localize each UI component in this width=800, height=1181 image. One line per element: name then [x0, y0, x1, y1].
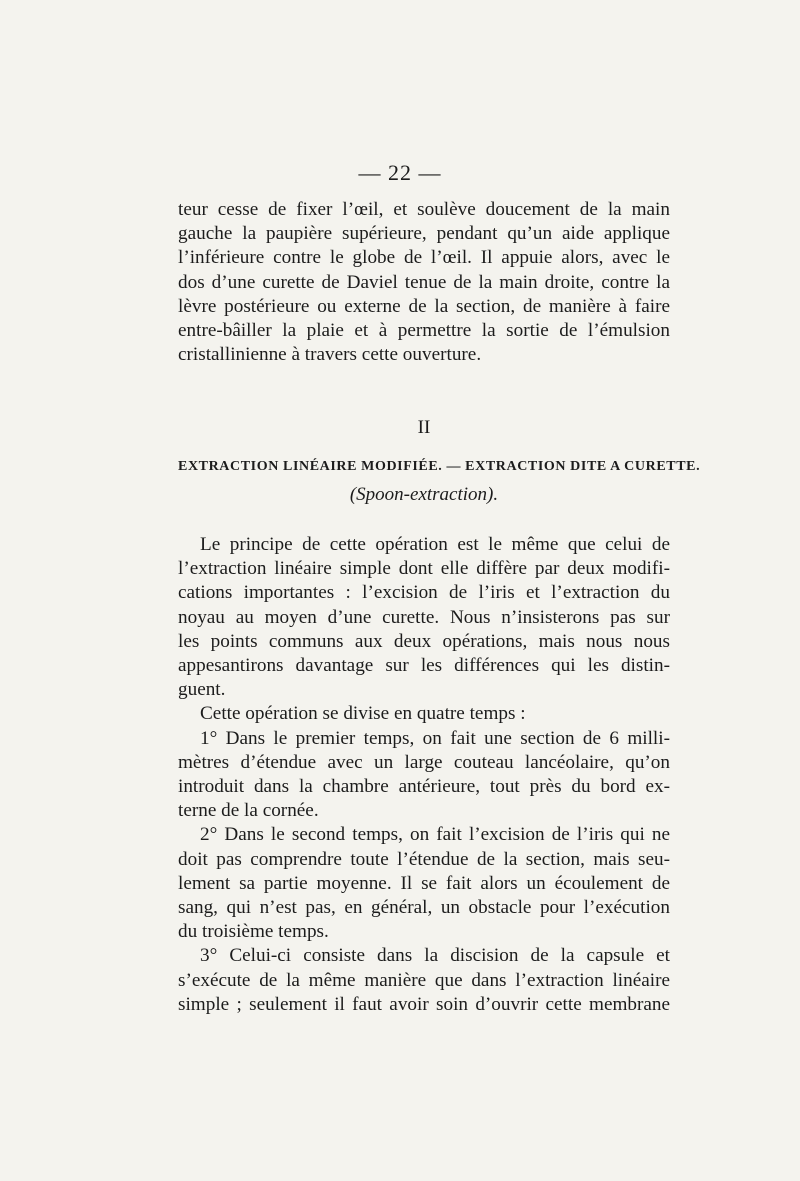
top-paragraphs: [178, 198, 670, 367]
text-line: dos d’une curette de Daviel tenue de la main droite, contre la: [178, 271, 670, 293]
text-line: Le principe de cette opération est le même que celui de: [200, 534, 670, 556]
text-line: guent.: [178, 679, 226, 701]
text-line: mètres d’étendue avec un large couteau lancéolaire, qu’on: [178, 751, 670, 773]
page-number: — 22 —: [358, 160, 442, 185]
text-line: introduit dans la chambre antérieure, tout près du bord ex-: [178, 776, 670, 798]
bottom-paragraphs: [178, 533, 670, 1017]
paragraph: [178, 944, 670, 1017]
section-number: II: [417, 417, 431, 439]
text-line: teur cesse de fixer l’œil, et soulève doucement de la main: [178, 199, 670, 220]
text-line: l’inférieure contre le globe de l’œil. Il appuie alors, avec le: [178, 247, 670, 269]
text-line: cristallinienne à travers cette ouverture.: [178, 344, 482, 366]
section-subtitle: (Spoon-extraction).: [349, 483, 499, 505]
text-line: appesantirons davantage sur les différences qui les distin-: [178, 655, 670, 677]
text-body: [178, 198, 701, 1017]
text-line: simple ; seulement il faut avoir soin d’ouvrir cette membrane: [178, 993, 670, 1015]
text-line: gauche la paupière supérieure, pendant qu’un aide applique: [178, 223, 670, 245]
text-line: l’extraction linéaire simple dont elle diffère par deux modifi-: [178, 558, 670, 580]
paragraph: [178, 533, 670, 702]
paragraph: [178, 198, 670, 367]
text-line: cations importantes : l’excision de l’iris et l’extraction du: [178, 582, 670, 604]
text-line: 2° Dans le second temps, on fait l’excision de l’iris qui ne: [200, 824, 670, 846]
text-line: Cette opération se divise en quatre temps :: [200, 703, 526, 725]
text-line: sang, qui n’est pas, en général, un obstacle pour l’exécution: [178, 897, 670, 919]
text-line: doit pas comprendre toute l’étendue de la section, mais seu-: [178, 848, 670, 870]
text-line: lement sa partie moyenne. Il se fait alors un écoulement de: [178, 872, 670, 894]
text-line: 1° Dans le premier temps, on fait une section de 6 milli-: [200, 727, 670, 749]
paragraph: [178, 702, 670, 726]
text-line: noyau au moyen d’une curette. Nous n’insisterons pas sur: [178, 606, 670, 628]
text-line: lèvre postérieure ou externe de la section, de manière à faire: [178, 295, 670, 317]
text-line: les points communs aux deux opérations, mais nous nous: [178, 630, 670, 652]
paragraph: [178, 823, 670, 944]
section-title: EXTRACTION LINÉAIRE MODIFIÉE. — EXTRACTION DITE A CURETTE.: [178, 458, 701, 474]
text-line: entre-bâiller la plaie et à permettre la sortie de l’émulsion: [178, 320, 670, 342]
paragraph: [178, 727, 670, 824]
text-line: terne de la cornée.: [178, 800, 319, 822]
text-line: 3° Celui-ci consiste dans la discision de la capsule et: [200, 945, 670, 967]
text-line: s’exécute de la même manière que dans l’extraction linéaire: [178, 969, 670, 991]
text-line: du troisième temps.: [178, 921, 329, 943]
